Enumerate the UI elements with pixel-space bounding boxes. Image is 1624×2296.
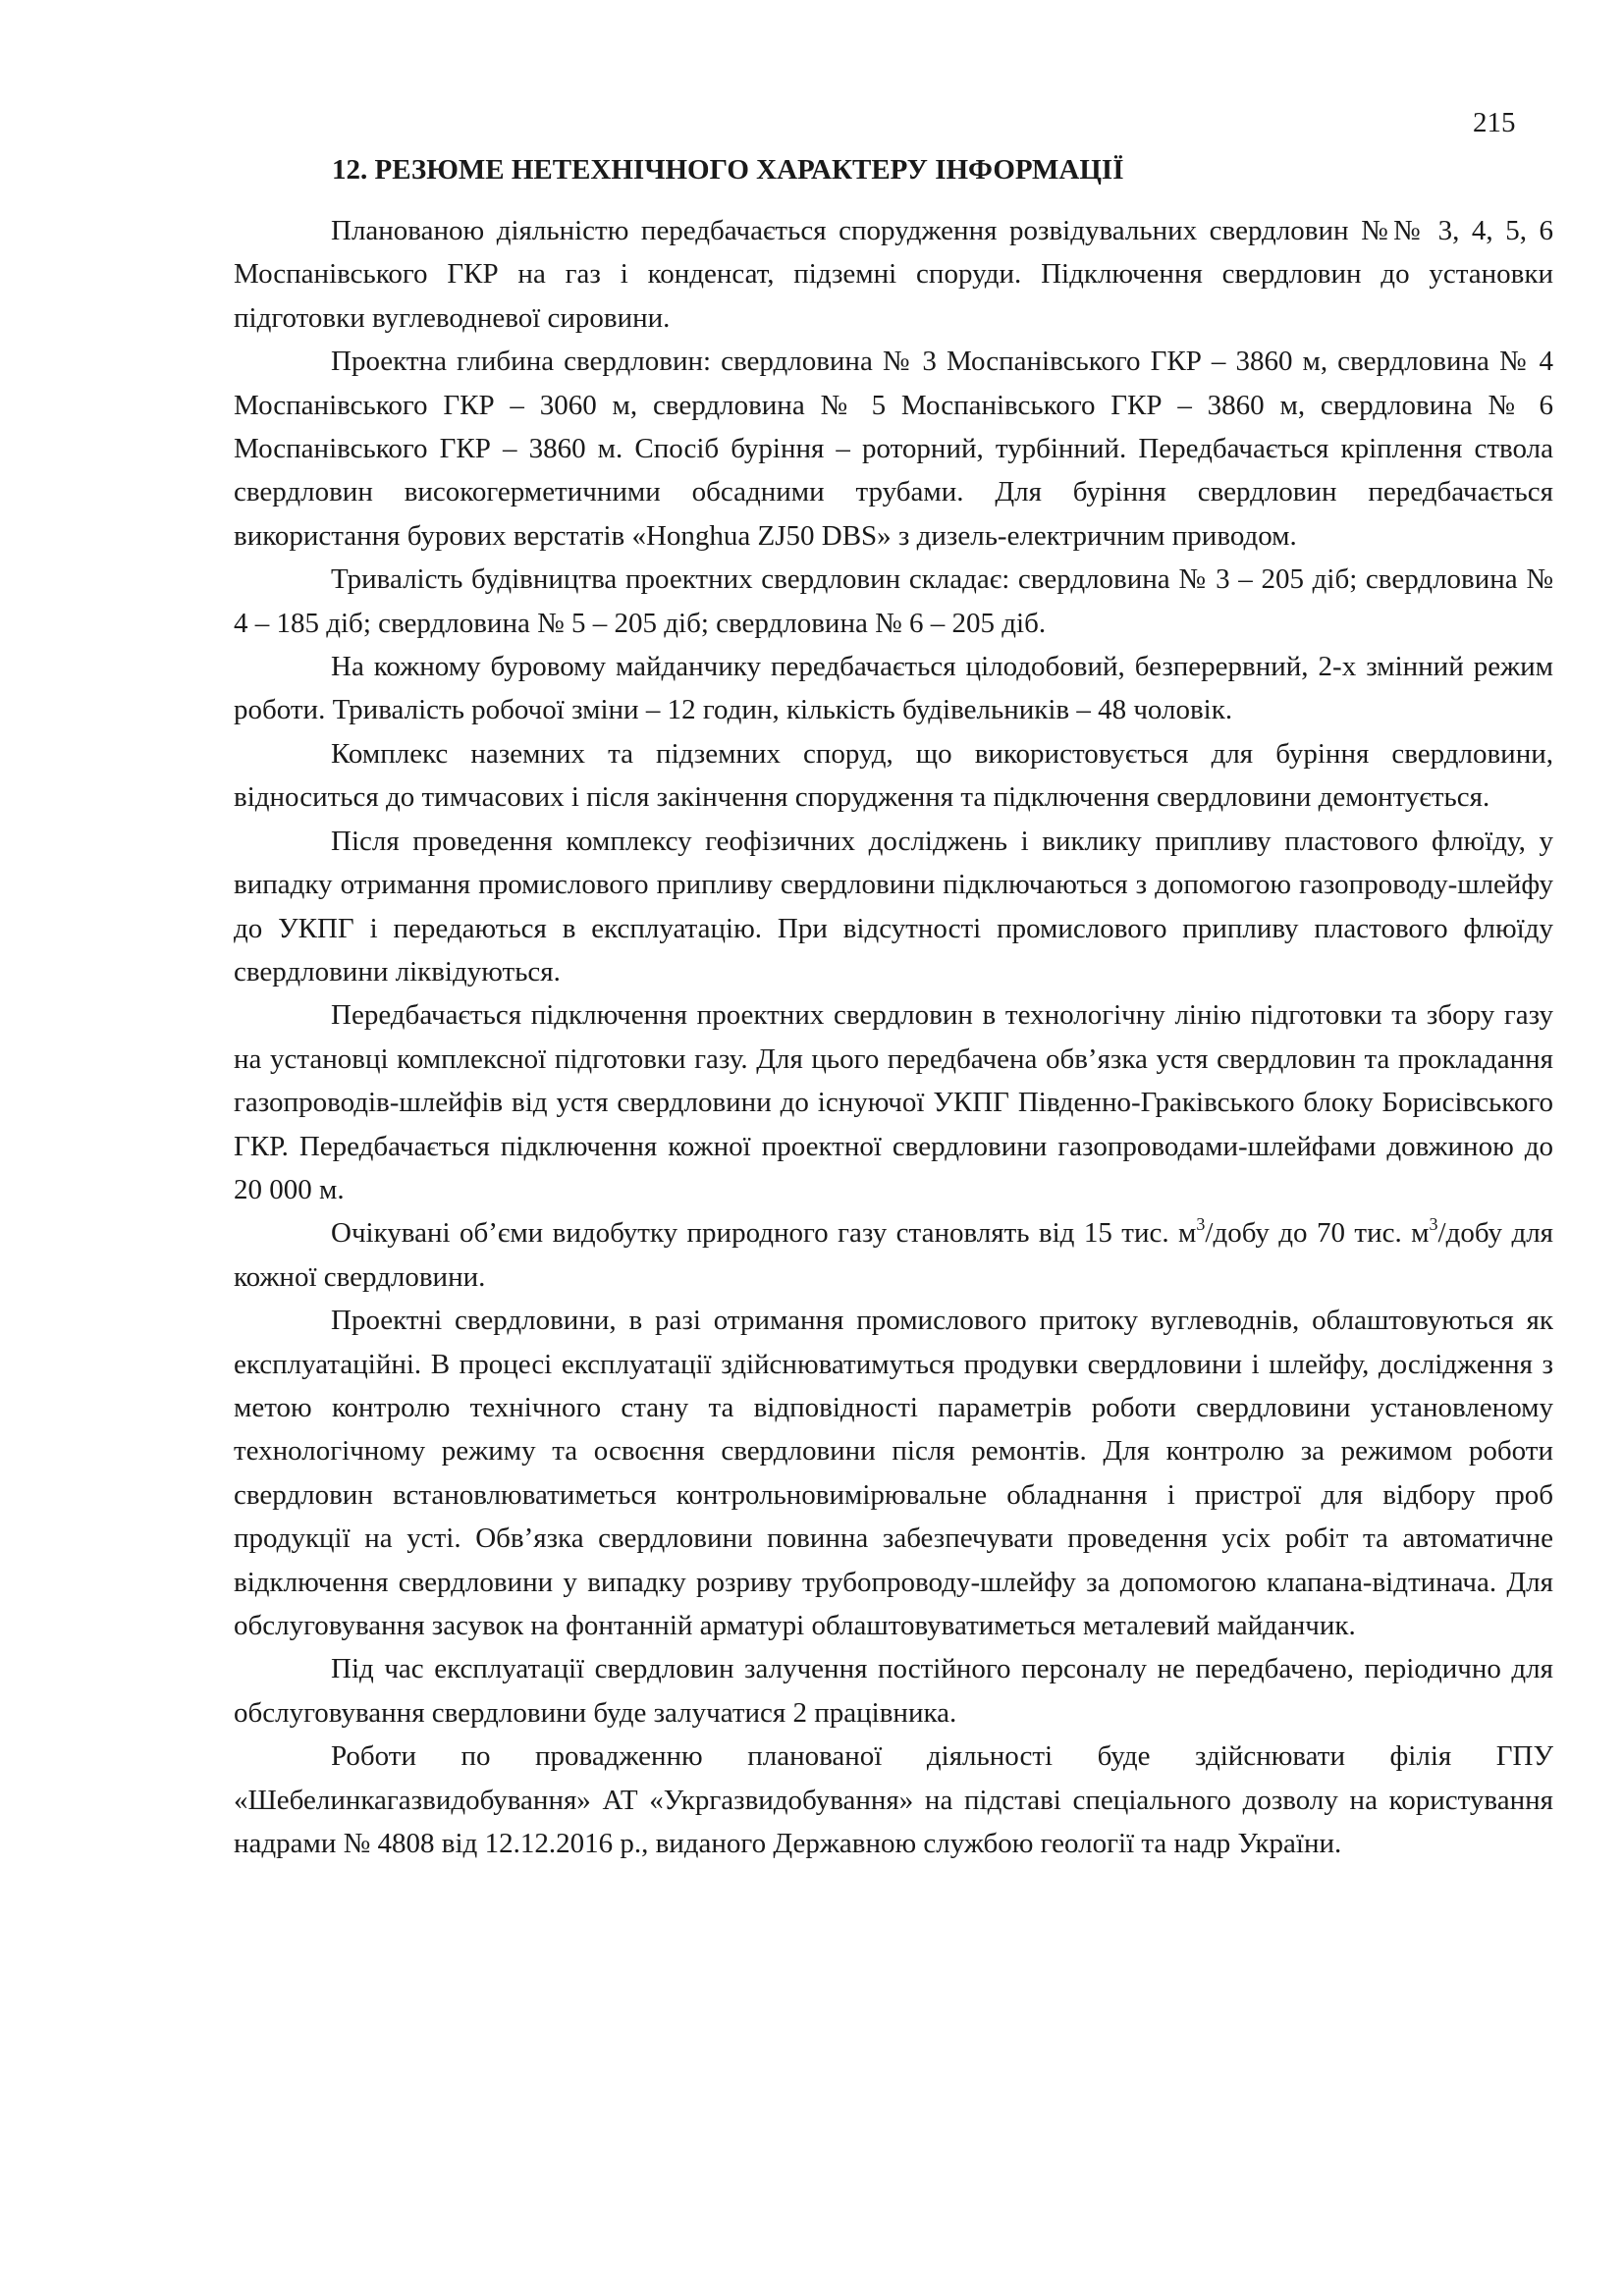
- paragraph-production-volumes: [234, 1211, 1553, 1299]
- paragraph-planned-activity: Планованою діяльністю передбачається спорудження розвідувальних свердловин №№ 3, 4, 5, 6 Моспанівського ГКР на газ і конденсат, підземні споруди. Підключення свердловин до установки підготовки вуглеводневої сировини.: [234, 215, 1553, 334]
- paragraph-personnel: Під час експлуатації свердловин залучення постійного персоналу не передбачено, періодично для обслуговування свердловини буде залучатися 2 працівника.: [234, 1653, 1553, 1729]
- paragraph-exploitation: Проектні свердловини, в разі отримання промислового притоку вуглеводнів, облаштовуються як експлуатаційні. В процесі експлуатації здійснюватимуться продувки свердловини і шлейфу, дослідження з метою контролю технічного стану та відповідності параметрів роботи свердловини установленому технологічному режиму та освоєння свердловини після ремонтів. Для контролю за режимом роботи свердловин встановлюватиметься контрольновимірювальне обладнання і пристрої для відбору проб продукції на усті. Обв’язка свердловини повинна забезпечувати проведення усіх робіт та автоматичне відключення свердловини у випадку розриву трубопроводу-шлейфу за допомогою клапана-відтинача. Для обслуговування засувок на фонтанній арматурі облаштовуватиметься металевий майданчик.: [234, 1305, 1553, 1641]
- paragraph-well-connection: Передбачається підключення проектних свердловин в технологічну лінію підготовки та збору газу на установці комплексної підготовки газу. Для цього передбачена обв’язка устя свердловин та прокладання газопроводів-шлейфів від устя свердловини до існуючої УКПГ Південно-Граківського блоку Борисівського ГКР. Передбачається підключення кожної проектної свердловини газопроводами-шлейфами довжиною до 20 000 м.: [234, 999, 1553, 1205]
- body-text: [234, 209, 1553, 1865]
- volumes-text-1: Очікувані об’єми видобутку природного газу становлять від 15 тис. м: [331, 1217, 1197, 1250]
- paragraph-construction-duration: Тривалість будівництва проектних свердловин складає: свердловина № 3 – 205 діб; свердловина № 4 – 185 діб; свердловина № 5 – 205 діб; свердловина № 6 – 205 діб.: [234, 563, 1553, 639]
- volumes-text-3: /добу для кожної свердловини.: [234, 1217, 1554, 1293]
- paragraph-temporary-structures: Комплекс наземних та підземних споруд, що використовується для буріння свердловини, відноситься до тимчасових і після закінчення спорудження та підключення свердловини демонтується.: [234, 737, 1553, 814]
- volumes-superscript-1: 3: [1196, 1213, 1206, 1234]
- page-number: 215: [1473, 107, 1516, 138]
- volumes-text-2: /добу до 70 тис. м: [1205, 1217, 1430, 1250]
- paragraph-design-depth: Проектна глибина свердловин: свердловина № 3 Моспанівського ГКР – 3860 м, свердловина № 4 Моспанівського ГКР – 3060 м, свердловина № 5 Моспанівського ГКР – 3860 м, свердловина № 6 Моспанівського ГКР – 3860 м. Спосіб буріння – роторний, турбінний. Передбачається кріплення ствола свердловин високогерметичними обсадними трубами. Для буріння свердловин передбачається використання бурових верстатів «Honghua ZJ50 DBS» з дизель-електричним приводом.: [234, 346, 1553, 552]
- paragraph-work-schedule: На кожному буровому майданчику передбачається цілодобовий, безперервний, 2-х змінний режим роботи. Тривалість робочої зміни – 12 годин, кількість будівельників – 48 чоловік.: [234, 651, 1553, 726]
- paragraph-operator: Роботи по провадженню планованої діяльності буде здійснювати філія ГПУ «Шебелинкагазвидобування» АТ «Укргазвидобування» на підставі спеціального дозволу на користування надрами № 4808 від 12.12.2016 р., виданого Державною службою геології та надр України.: [234, 1740, 1553, 1860]
- volumes-superscript-2: 3: [1429, 1213, 1438, 1234]
- paragraph-geophysical-research: Після проведення комплексу геофізичних досліджень і виклику припливу пластового флюїду, у випадку отримання промислового припливу свердловини підключаються з допомогою газопроводу-шлейфу до УКПГ і передаються в експлуатацію. При відсутності промислового припливу пластового флюїду свердловини ліквідуються.: [234, 825, 1553, 988]
- section-heading: 12. РЕЗЮМЕ НЕТЕХНІЧНОГО ХАРАКТЕРУ ІНФОРМАЦІЇ: [332, 154, 1124, 186]
